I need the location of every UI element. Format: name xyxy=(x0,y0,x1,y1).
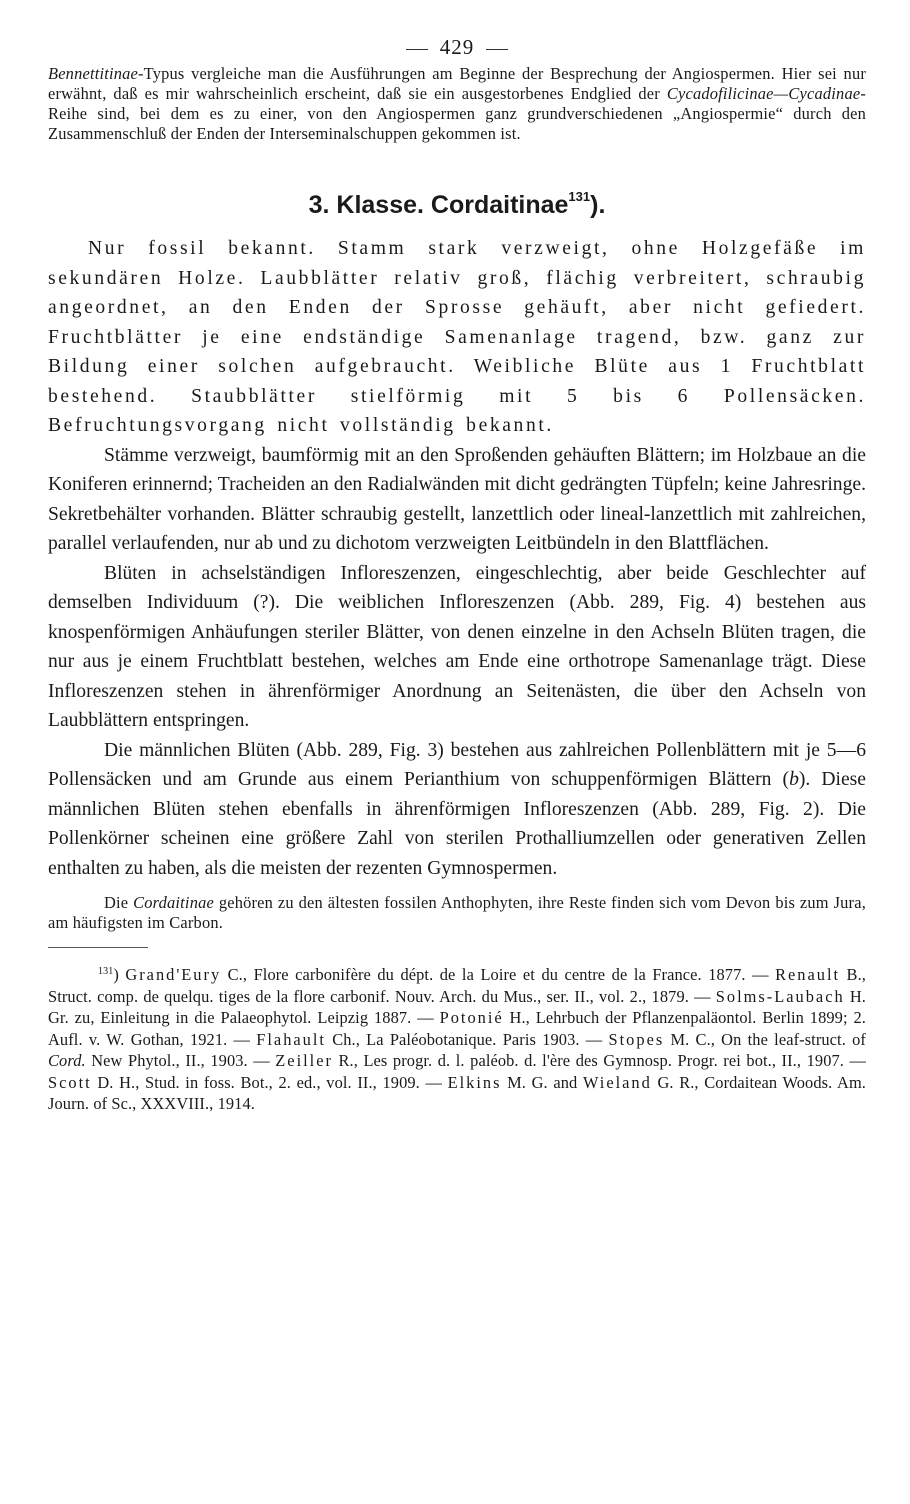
footnote-author: Zeiller xyxy=(275,1051,333,1070)
summary-paragraph xyxy=(48,893,866,933)
section-heading xyxy=(48,182,866,219)
summary-text-2: gehören zu den ältesten fossilen Anthophyten, ihre Reste finden sich vom Devon bis zum Jura, am häufigsten im Carbon. xyxy=(48,893,866,932)
footnote-text: ) xyxy=(113,965,126,984)
intro-text-2: -Reihe sind, bei dem es zu einer, von den Angiospermen ganz grundverschiedenen „Angiospermie“ durch den Zusammenschluß der Enden der Interseminalschuppen gekommen ist. xyxy=(48,84,866,143)
body-paragraph-male-flowers xyxy=(48,736,866,884)
footnote-text: B., Struct. comp. de quelqu. tiges de la flore carbonif. Nouv. Arch. du Mus., ser. II., vol. 2., 1879. — xyxy=(48,965,866,1006)
summary-text-1: Die xyxy=(104,893,134,912)
footnote-author: Wieland xyxy=(582,1072,652,1092)
footnote-author: Grand'Eury xyxy=(125,965,222,984)
footnote-text: M. G. and xyxy=(501,1072,583,1092)
footnote-marker: 131 xyxy=(98,966,114,977)
page-number-header xyxy=(48,30,866,64)
footnote-author: Stopes xyxy=(608,1029,665,1049)
summary-taxon: Cordaitinae xyxy=(133,893,214,912)
footnote-divider xyxy=(48,947,148,948)
page xyxy=(48,30,866,1115)
body-paragraph-inflorescence: Blüten in achselständigen Infloreszenzen, eingeschlechtig, aber beide Geschlechter auf demselben Individuum (?). Die weiblichen Infloreszenzen (Abb. 289, Fig. 4) bestehen aus knospenförmigen Anhäufungen steriler Blätter, von denen einzelne in den Achseln Blüten tragen, die nur aus je einem Fruchtblatt bestehen, welches am Ende eine orthotrope Samenanlage trägt. Diese Infloreszenzen stehen in ährenförmiger Anordnung an Seitenästen, die über den Achseln von Laubblättern entspringen. xyxy=(48,562,866,731)
heading-suffix: ). xyxy=(590,191,606,219)
footnote-author: Solms-Laubach xyxy=(715,986,845,1006)
footnote-author: Elkins xyxy=(447,1072,502,1092)
footnote-author: Flahault xyxy=(256,1029,326,1049)
footnote-references xyxy=(48,965,866,1113)
male-italic-b: b xyxy=(789,769,799,790)
footnote-text: New Phytol., II., 1903. — xyxy=(85,1051,276,1070)
footnote-italic: Cord. xyxy=(48,1051,86,1070)
footnote-text: R., Les progr. d. l. paléob. d. l'ère des Gymnosp. Progr. rei bot., II., 1907. — xyxy=(332,1051,866,1070)
male-text-1: Die männlichen Blüten (Abb. 289, Fig. 3) bestehen aus zahlreichen Pollenblättern mit je 5—6 Pollensäcken und am Grunde aus einem Perianthium von schuppenförmigen Blättern ( xyxy=(48,739,866,790)
intro-text-1: -Typus vergleiche man die Ausführungen am Beginne der Besprechung der Angiospermen. Hier sei nur erwähnt, daß es mir wahrscheinlich erscheint, daß sie ein ausgestorbenes Endglied der xyxy=(48,64,866,103)
footnote-text: D. H., Stud. in foss. Bot., 2. ed., vol. II., 1909. — xyxy=(91,1072,448,1092)
footnote-author: Scott xyxy=(48,1072,92,1092)
footnote-author: Renault xyxy=(775,965,841,984)
footnote-text: G. R., Cordaitean Woods. Am. Journ. of Sc., XXXVIII., 1914. xyxy=(48,1072,866,1113)
footnote-131 xyxy=(48,961,866,1115)
heading-footnote-ref: 131 xyxy=(568,189,591,204)
footnote-text: M. C., On the leaf-struct. of xyxy=(664,1029,866,1049)
body-paragraph-stems: Stämme verzweigt, baumförmig mit an den Sproßenden gehäuften Blättern; im Holzbaue an die Koniferen erinnernd; Tracheiden an den Radialwänden mit dicht gedrängten Tüpfeln; keine Jahresringe. Sekretbehälter vorhanden. Blätter schraubig gestellt, lanzettlich oder lineal-lanzettlich mit zahlreichen, parallel verlaufenden, nur ab und zu dichotom verzweigten Leitbündeln in den Blattflächen. xyxy=(48,444,866,554)
diagnosis-paragraph: Nur fossil bekannt. Stamm stark verzweigt, ohne Holzgefäße im sekundären Holze. Laubblätter relativ groß, flächig verbreitert, schraubig angeordnet, an den Enden der Sprosse gehäuft, aber nicht gefiedert. Fruchtblätter je eine endständige Samenanlage tragend, bzw. ganz zur Bildung einer solchen aufgebraucht. Weibliche Blüte aus 1 Fruchtblatt bestehend. Staubblätter stielförmig mit 5 bis 6 Pollensäcken. Befruchtungsvorgang nicht vollständig bekannt. xyxy=(48,238,866,436)
male-text-2: ). Diese männlichen Blüten stehen ebenfalls in ährenförmigen Infloreszenzen (Abb. 289, Fig. 2). Die Pollenkörner scheinen eine größere Zahl von sterilen Prothalliumzellen oder generativen Zellen enthalten zu haben, als die meisten der rezenten Gymnospermen. xyxy=(48,769,866,879)
footnote-text: Ch., La Paléobotanique. Paris 1903. — xyxy=(325,1029,609,1049)
footnote-text: C., Flore carbonifère du dépt. de la Loire et du centre de la France. 1877. — xyxy=(221,965,776,984)
intro-taxon-cycadinae: Cycadofilicinae—Cycadinae xyxy=(666,84,861,103)
footnote-text: H., Lehrbuch der Pflanzenpaläontol. Berlin 1899; 2. Aufl. v. W. Gothan, 1921. — xyxy=(48,1008,866,1049)
dash-left xyxy=(406,49,428,50)
intro-paragraph xyxy=(48,64,866,144)
dash-right xyxy=(486,49,508,50)
footnote-author: Potonié xyxy=(439,1008,504,1027)
intro-taxon-bennettitinae: Bennettitinae xyxy=(48,64,138,83)
footnote-text: H. Gr. zu, Einleitung in die Palaeophytol. Leipzig 1887. — xyxy=(48,986,866,1027)
heading-text: 3. Klasse. Cordaitinae xyxy=(308,191,569,219)
page-number: 429 xyxy=(439,35,475,59)
